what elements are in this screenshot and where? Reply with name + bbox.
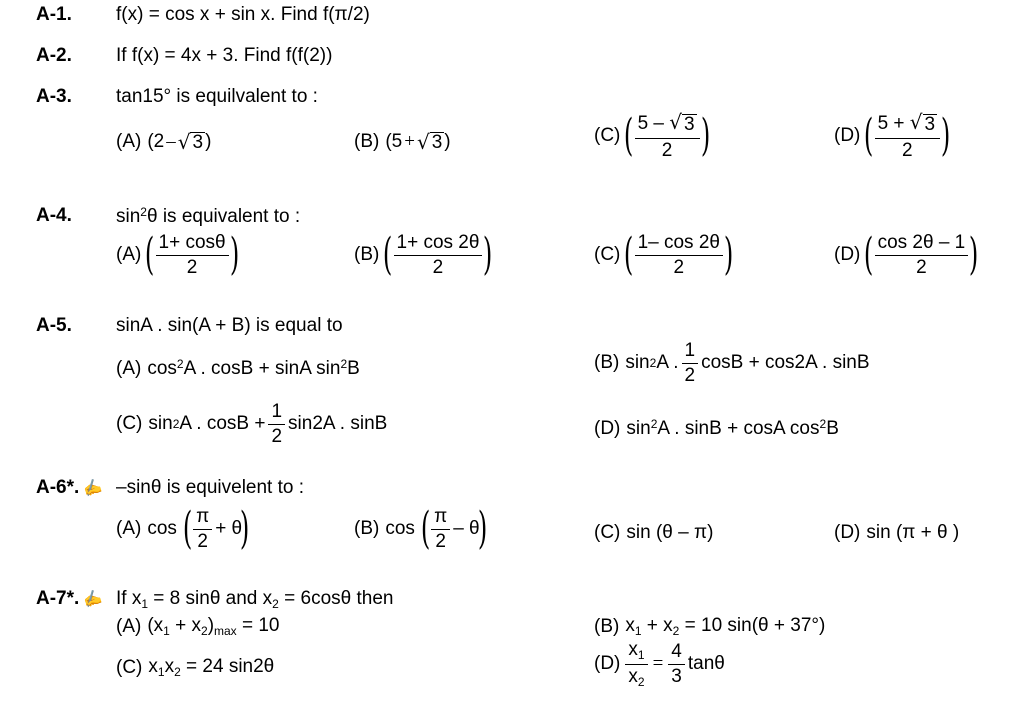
question-text: If f(x) = 4x + 3. Find f(f(2)) — [116, 45, 333, 66]
question-number: A-3. — [36, 86, 72, 107]
question-number: A-6*. ✍ — [36, 477, 105, 500]
a7-option-c: (C) $x_1x_2 = 24$ sin2θ — [116, 656, 275, 679]
left-paren: ( — [383, 229, 393, 281]
question-number: A-7*. ✍ — [36, 588, 105, 611]
question-number: A-5. — [36, 315, 72, 336]
question-text: If $x_1 = 8$ sinθ and $x_2 = 6\cos\theta$ then — [116, 588, 394, 611]
a3-option-c: (C) ( 5 – √ 3 2 ) — [594, 110, 710, 162]
question-text: f(x) = cos x + sin x. Find f(π/2) — [116, 4, 370, 25]
sqrt-symbol: √ 3 — [669, 110, 695, 135]
a5-option-c: (C) sin 2 A . cosB + $\frac{1}{2}$ sin2A . sinB — [116, 401, 388, 447]
a7-option-a: (A) $(x_1 + x_2)_{max} = 10$ — [116, 615, 280, 638]
right-paren: ) — [723, 229, 734, 281]
a4-option-a: (A) ( $\frac{1+ \cos\theta}{2}$ ) — [116, 229, 239, 281]
left-paren: ( — [145, 229, 155, 281]
a4-option-b: (B) ( $\frac{1+ \cos 2\theta}{2}$ ) — [354, 229, 493, 281]
a4-option-c: (C) ( $\frac{1- \cos 2\theta}{2}$ ) — [594, 229, 734, 281]
a4-option-d: (D) ( $\frac{\cos 2\theta - 1}{2}$ ) — [834, 229, 979, 281]
right-paren: ) — [240, 503, 250, 555]
question-number: A-2. — [36, 45, 72, 66]
a3-option-b: (B) (5 + √ 3 ) — [354, 130, 451, 154]
right-paren: ) — [477, 503, 487, 555]
question-text: $\sin^2\theta$ is equivalent to : — [116, 205, 301, 227]
a3-option-d: (D) ( 5 + √ 3 2 ) — [834, 110, 951, 162]
question-number: A-4. — [36, 205, 72, 226]
right-paren: ) — [700, 110, 710, 162]
left-paren: ( — [182, 503, 193, 555]
sqrt-symbol: √ 3 — [177, 130, 204, 154]
left-paren: ( — [864, 229, 874, 281]
a6-option-b: (B) cos ( $\frac{\pi}{2}$ – θ ) — [354, 503, 487, 555]
a7-option-b: (B) $x_1 + x_2 = 10$ sin(θ + 37°) — [594, 615, 826, 638]
left-paren: ( — [624, 110, 634, 162]
a7-option-d: (D) $\frac{x_1}{x_2}$ = $\frac{4}{3}$ tanθ — [594, 639, 725, 689]
question-number: A-1. — [36, 4, 72, 25]
a6-option-d: (D) sin (π + θ ) — [834, 522, 960, 543]
question-text: tan15° is equilvalent to : — [116, 86, 318, 107]
a5-option-d: (D) $\sin^2A$ . sinB + cosA $\cos^2B$ — [594, 417, 839, 439]
a6-option-a: (A) cos ( $\frac{\pi}{2}$ + θ ) — [116, 503, 250, 555]
right-paren: ) — [229, 229, 239, 281]
left-paren: ( — [420, 503, 431, 555]
right-paren: ) — [969, 229, 979, 281]
pen-icon: ✍ — [81, 477, 105, 500]
right-paren: ) — [940, 110, 951, 162]
sqrt-symbol: √ 3 — [416, 130, 443, 154]
sqrt-symbol: √ 3 — [909, 110, 936, 135]
right-paren: ) — [483, 229, 493, 281]
question-text: –sinθ is equivelent to : — [116, 477, 305, 498]
pen-icon: ✍ — [81, 588, 105, 611]
a3-option-a: (A) (2 – √ 3 ) — [116, 130, 212, 154]
a6-option-c: (C) sin (θ – π) — [594, 522, 714, 543]
a5-option-b: (B) sin 2 A . $\frac{1}{2}$ cosB + cos2A . sinB — [594, 340, 870, 386]
question-text: sinA . sin(A + B) is equal to — [116, 315, 343, 336]
left-paren: ( — [624, 229, 634, 281]
a5-option-a: (A) $\cos^2A$ . cosB + sinA $\sin^2B$ — [116, 357, 360, 379]
left-paren: ( — [864, 110, 874, 162]
